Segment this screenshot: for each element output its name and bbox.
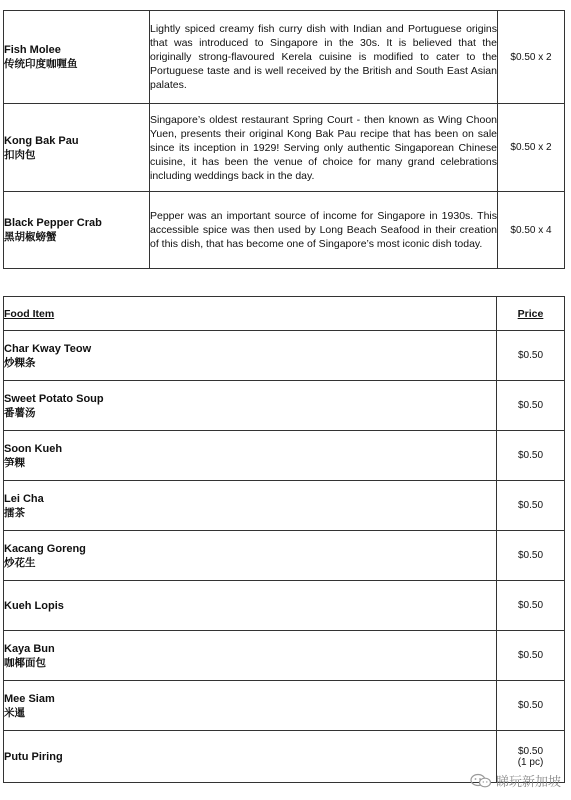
dish-name-cell [4, 11, 150, 104]
food-price: $0.50 [517, 700, 544, 711]
dish-description: Pepper was an important source of income for Singapore in 1930s. This accessible spice was then used by Long Beach Seafood in their creation of this dish, that has become one of Singapore’s most iconic dish today. [150, 192, 498, 269]
table-row [4, 631, 565, 681]
food-name-cell [4, 531, 497, 581]
food-name-cell [4, 331, 497, 381]
food-name-cell [4, 381, 497, 431]
food-name-en: Soon Kueh [4, 442, 63, 455]
dish-name-zh: 传统印度咖喱鱼 [4, 58, 78, 70]
watermark-text: 睇玩新加坡 [495, 774, 561, 789]
food-name-zh: 番薯汤 [4, 406, 36, 419]
food-price-cell [497, 331, 565, 381]
food-item-table [3, 296, 565, 783]
dish-price-quantity: $0.50 x 2 [498, 11, 565, 104]
dish-name-en: Fish Molee [4, 44, 61, 56]
food-name-en: Sweet Potato Soup [4, 392, 104, 405]
wechat-icon [470, 773, 492, 789]
food-name-cell [4, 581, 497, 631]
food-name-en: Kacang Goreng [4, 542, 86, 555]
food-name-cell [4, 431, 497, 481]
food-name-zh: 炒花生 [4, 556, 36, 569]
table-row [4, 681, 565, 731]
food-name-en: Kueh Lopis [4, 599, 64, 612]
table-row [4, 431, 565, 481]
food-price-cell [497, 581, 565, 631]
food-name-zh: 炒粿条 [4, 356, 36, 369]
table-header-row [4, 297, 565, 331]
food-price: $0.50 [517, 350, 544, 361]
food-price: $0.50 [517, 400, 544, 411]
dish-price-quantity: $0.50 x 2 [498, 104, 565, 192]
food-name-en: Putu Piring [4, 750, 63, 763]
dish-description: Lightly spiced creamy fish curry dish with Indian and Portuguese origins that was introduced to Singapore in the 30s. It is believed that the originally strong-flavoured Kerela cuisine is modified to cater to the Portuguese taste and is well received by the British and South East Asian palates. [150, 11, 498, 104]
food-name-zh: 擂茶 [4, 506, 25, 519]
dish-description: Singapore’s oldest restaurant Spring Court - then known as Wing Choon Yuen, presents their original Kong Bak Pau recipe that has been on sale since its inception in 1929! Serving only authentic Singaporean Chinese cuisine, it has been the venue of choice for many grand celebrations including weddings back in the day. [150, 104, 498, 192]
table-row [4, 581, 565, 631]
dish-name-zh: 扣肉包 [4, 148, 36, 161]
table-row [4, 104, 565, 192]
food-name-zh: 笋粿 [4, 456, 25, 469]
dish-name-en: Black Pepper Crab [4, 217, 102, 229]
food-name-zh: 咖椰面包 [4, 656, 46, 669]
table-row [4, 11, 565, 104]
food-price: $0.50 [517, 600, 544, 611]
food-name-cell [4, 731, 497, 783]
signature-dishes-table [3, 10, 565, 269]
food-price-cell [497, 381, 565, 431]
food-name-cell [4, 481, 497, 531]
dish-price-quantity: $0.50 x 4 [498, 192, 565, 269]
food-name-zh: 米暹 [4, 706, 25, 719]
dish-name-cell [4, 192, 150, 269]
dish-name-en: Kong Bak Pau [4, 134, 79, 147]
food-name-cell [4, 681, 497, 731]
food-name-en: Mee Siam [4, 692, 55, 705]
food-name-cell [4, 631, 497, 681]
food-price-note: (1 pc) [517, 756, 544, 768]
food-price: $0.50 [517, 550, 544, 561]
watermark [470, 771, 561, 790]
food-name-en: Char Kway Teow [4, 342, 92, 355]
price-header: Price [497, 297, 565, 331]
food-price: $0.50 [517, 450, 544, 461]
dish-name-cell [4, 104, 150, 192]
food-price-cell [497, 481, 565, 531]
table-row [4, 481, 565, 531]
food-price: $0.50 [517, 500, 544, 511]
dish-name-zh: 黑胡椒螃蟹 [4, 231, 57, 243]
table-row [4, 192, 565, 269]
food-price: $0.50 [517, 650, 544, 661]
food-price-cell [497, 631, 565, 681]
food-price-cell [497, 681, 565, 731]
food-item-header: Food Item [4, 297, 497, 331]
food-price-cell [497, 531, 565, 581]
table-row [4, 331, 565, 381]
food-price: $0.50 [517, 745, 544, 757]
table-row [4, 381, 565, 431]
food-name-en: Lei Cha [4, 492, 44, 505]
table-row [4, 531, 565, 581]
food-name-en: Kaya Bun [4, 642, 55, 655]
food-price-cell [497, 431, 565, 481]
